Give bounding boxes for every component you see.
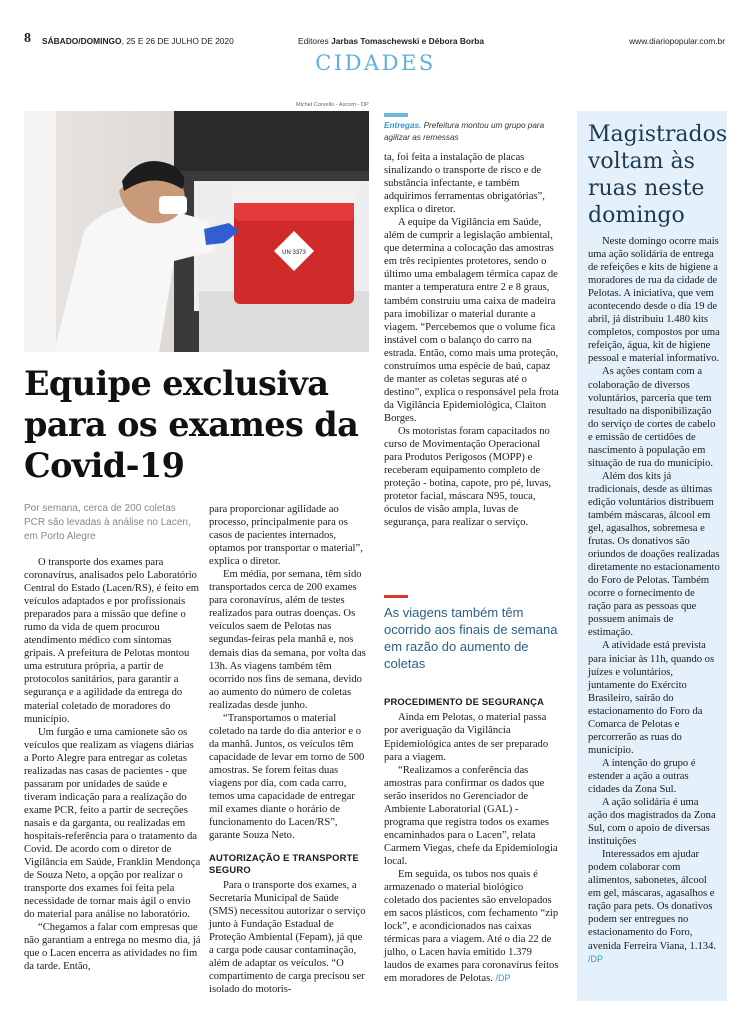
paragraph: Neste domingo ocorre mais uma ação solidária de entrega de refeições e kits de higiene a moradores de rua da cidade de Pelotas. A iniciativa, que vem acontecendo desde o dia 19 de abril, já distribuiu 1.480 kits completos, compostos por uma refeição, água, kit de higiene pessoal e material informativo.	[588, 236, 720, 365]
box-label-text: UN 3373	[282, 250, 306, 256]
editors-credit: Editores Jarbas Tomaschewski e Débora Borba	[298, 36, 485, 46]
photo-credit: Michel Corvello - Ascom - DP	[296, 102, 369, 108]
paragraph: Para o transporte dos exames, a Secretaria Municipal de Saúde (SMS) necessitou autorizar o serviço junto à Fundação Estadual de Proteção Ambiental (Fepam), já que a carga pode causar contaminação, além de adaptar os veículos. “O compartimento de carga precisou ser isolado do motoris-	[209, 880, 366, 996]
sidebar-title: Magistrados voltam às ruas neste domingo	[588, 122, 728, 228]
article-column-2	[209, 503, 369, 996]
article-column-1	[24, 556, 201, 974]
paragraph: “Realizamos a conferência das amostras para confirmar os dados que serão inseridos no Gerenciador de Ambiente Laboratorial (GAL) - programa que registra todos os exames encaminhados para o Lacen”, relata Carmem Viegas, chefe da Epidemiologia local.	[384, 764, 558, 867]
article-photo	[24, 111, 369, 352]
section-title: CIDADES	[315, 51, 436, 75]
caption-text: Prefeitura montou um grupo para agilizar as remessas	[384, 121, 545, 142]
signoff-tag: /DP	[588, 953, 604, 964]
signoff-tag: /DP	[495, 973, 511, 984]
paragraph: A intenção do grupo é estender a ação a outras cidades da Zona Sul.	[588, 757, 696, 795]
article-dek: Por semana, cerca de 200 coletas PCR são levadas à análise no Lacen, em Porto Alegre	[24, 503, 191, 542]
website-url[interactable]: www.diariopopular.com.br	[629, 36, 725, 46]
paragraph: O transporte dos exames para coronavírus, analisados pelo Laboratório Central do Estado (Lacen/RS), é feito em veículos adaptados e por profissionais preparados para a missão que define o rumo da vida de quem procurou atendimento médico com sintomas gripais. A prefeitura de Pelotas montou uma estrutura própria, a partir de protocolos sanitários, para garantir a segurança e a agilidade da entrega do material coletado de moradores do município.	[24, 557, 200, 725]
caption-accent-bar	[384, 113, 408, 117]
paragraph: Os motoristas foram capacitados no curso de Movimentação Operacional para Produtos Perigosos (MOPP) e receberam equipamento completo de proteção - botina, capote, pro pé, luvas, protetor facial, máscara N95, touca, óculos de visão ampla, luvas de segurança, para realizar o serviço.	[384, 425, 552, 529]
pullquote-accent-bar	[384, 595, 408, 598]
paragraph: Interessados em ajudar podem colaborar com alimentos, sabonetes, álcool em gel, máscaras, agasalhos e ração para pets. Os donativos podem ser entregues no estacionamento do Foro, avenida Ferreira Viana, 1.134. /DP	[588, 849, 717, 964]
page-number: 8	[24, 31, 31, 46]
paragraph: A ação solidária é uma ação dos magistrados da Zona Sul, com o apoio de diversas instituições	[588, 797, 716, 848]
paragraph: Um furgão e uma camionete são os veículos que realizam as viagens diárias a Porto Alegre para entregar as coletas realizadas nas casas de pacientes - que passaram por unidades de saúde e tiveram indicação para a realização do exame PCR, feito a partir de secreções nasais e da garganta, ou realizadas em hospitais-referência para o tratamento da Covid. De acordo com o diretor de Vigilância em Saúde, Franklin Mendonça de Souza Neto, a opção por realizar o transporte dos exames foi feita pela necessidade de tornar mais ágil o envio do material para análise no laboratório.	[24, 726, 201, 921]
pullquote: As viagens também têm ocorrido aos finais de semana em razão do aumento de coletas	[384, 605, 558, 671]
paragraph: Além dos kits já tradicionais, desde as últimas edição voluntários distribuem também máscaras, álcool em gel, agasalhos, sobremesa e frutas. Os donativos são oriundos de doações realizadas diretamente no estacionamento do Foro de Pelotas. Também ocorre o fornecimento de ração para as pessoas que possuem animais de estimação.	[588, 470, 720, 639]
paragraph: “Chegamos a falar com empresas que não garantiam a entrega no mesmo dia, já que o Lacen encerra as atividades no fim da tarde. Então,	[24, 922, 201, 973]
photo-caption	[384, 120, 569, 143]
paragraph: A equipe da Vigilância em Saúde, além de cumprir a legislação ambiental, que determina a colocação das amostras em três recipientes protetores, sendo o último uma embalagem térmica capaz de manter a temperatura entre 2 e 8 graus, também construiu uma caixa de madeira para imobilizar o material durante a viagem. “Percebemos que o volume fica instável com o balanço do carro na estrada. Então, como mais uma proteção, construímos uma espécie de baú, capaz de manter as coletas seguras até o destino”, explica o responsável pela frota da Vigilância Epidemiológica, Claiton Borges.	[384, 217, 559, 424]
paragraph: “Transportamos o material coletado na tarde do dia anterior e o da manhã. Juntos, os veículos têm capacidade de levar em torno de 500 amostras. Se forem feitas duas viagens por dia, com cada carro, temos uma capacidade de entregar mil exames diante o horário de funcionamento do Lacen/RS”, garante Souza Neto.	[209, 712, 365, 842]
paragraph: ta, foi feita a instalação de placas sinalizando o transporte de risco e de substância infectante, e também adquirimos ferramentas obrigatórias”, explica o diretor.	[384, 152, 545, 216]
paragraph: Em seguida, os tubos nos quais é armazenado o material biológico coletado dos pacientes são envelopados em sacos plásticos, com fechamento “zip lock”, e acondicionados nas caixas térmicas para a viagem. Até o dia 22 de julho, o Lacen havia emitido 1.379 laudos de exames para coronavírus feitos em moradores de Pelotas. /DP	[384, 868, 559, 985]
subhead-autorizacao: AUTORIZAÇÃO E TRANSPORTE SEGURO	[209, 852, 359, 875]
paragraph: Em média, por semana, têm sido transportados cerca de 200 exames para coronavírus, além de testes realizados para outras doenças. Os veículos saem de Pelotas nas segundas-feiras pela manhã e, nos demais dias da semana, por volta das 13h. As viagens também têm ocorrido nos fins de semana, devido ao aumento do número de coletas realizadas desde junho.	[209, 569, 366, 711]
subhead-procedimento: PROCEDIMENTO DE SEGURANÇA	[384, 696, 545, 707]
paragraph: As ações contam com a colaboração de diversos voluntários, parceria que tem resultado na disponibilização do serviço de cortes de cabelo e emissão de certidões de nascimento à população em situação de rua do município.	[588, 366, 716, 469]
edition-date: SÁBADO/DOMINGO, 25 E 26 DE JULHO DE 2020	[42, 36, 234, 46]
article-column-3-lower	[384, 696, 559, 985]
article-headline: Equipe exclusiva para os exames da Covid-19	[24, 364, 359, 485]
article-column-3	[384, 151, 559, 529]
caption-tag: Entregas.	[384, 121, 422, 130]
paragraph: Ainda em Pelotas, o material passa por averiguação da Vigilância Epidemiológica antes de ser preparado para a viagem.	[384, 712, 549, 763]
paragraph: para proporcionar agilidade ao processo, principalmente para os casos de pacientes internados, optamos por transportar o material”, explica o diretor.	[209, 504, 363, 568]
paragraph: A atividade está prevista para iniciar às 11h, quando os juízes e voluntários, juntamente do Exército Brasileiro, sairão do estacionamento do Foro da Comarca de Pelotas e percorrerão as ruas do município.	[588, 640, 715, 756]
sidebar-body	[588, 235, 720, 966]
page-header	[0, 31, 751, 50]
